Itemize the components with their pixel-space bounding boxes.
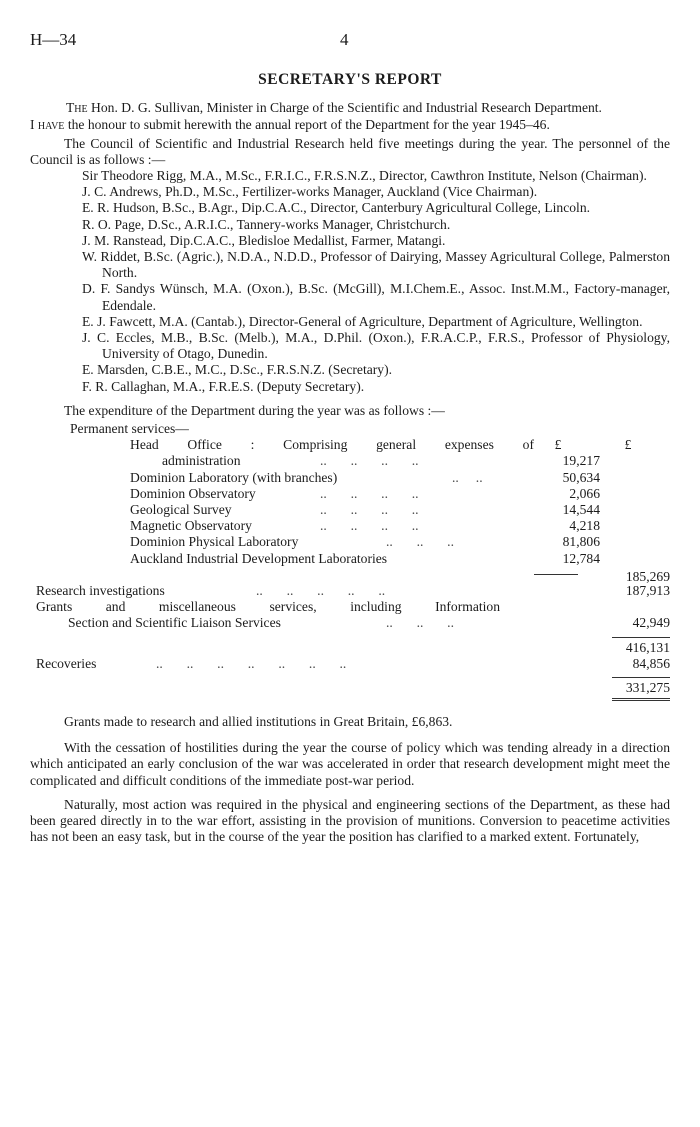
- head-office-value: 19,217: [562, 453, 600, 469]
- expenditure-table: [30, 421, 670, 704]
- expenditure-item-value: 81,806: [562, 534, 600, 550]
- permanent-services-row: [30, 421, 670, 437]
- leader-dots: .. .. .. ..: [320, 453, 419, 469]
- council-paragraph: The Council of Scientific and Industrial Research held five meetings during the year. The personnel of the Council is as follows :—: [30, 135, 670, 167]
- expenditure-item-label: Dominion Observatory: [130, 485, 256, 501]
- council-member: R. O. Page, D.Sc., A.R.I.C., Tannery-works Manager, Christchurch.: [82, 216, 451, 232]
- grants-label: Grants and miscellaneous services, including Information: [36, 599, 500, 615]
- leader-dots: .. .. .. ..: [320, 485, 419, 501]
- council-member: W. Riddet, B.Sc. (Agric.), N.D.A., N.D.D., Professor of Dairying, Massey Agricultural College, Palmerston North.: [82, 249, 670, 281]
- grants-label-continued: Section and Scientific Liaison Services: [68, 615, 281, 631]
- subtotal-rule: [534, 574, 578, 575]
- council-member: J. C. Andrews, Ph.D., M.Sc., Fertilizer-works Manager, Auckland (Vice Chairman).: [82, 184, 538, 200]
- expenditure-item-value: 2,066: [569, 485, 600, 501]
- research-label: Research investigations: [36, 582, 165, 598]
- expenditure-item-label: Geological Survey: [130, 502, 232, 517]
- document-page: [30, 28, 670, 845]
- head-office-continued-row: [30, 453, 670, 469]
- final-rule-row: [30, 696, 670, 704]
- net-rule-row: [30, 672, 670, 680]
- recoveries-row: [30, 656, 670, 672]
- permanent-services-label: Permanent services—: [70, 421, 189, 437]
- expenditure-item-value: 12,784: [562, 550, 600, 566]
- expenditure-item-row: [30, 551, 670, 567]
- page-number: 4: [340, 30, 349, 49]
- expenditure-intro: The expenditure of the Department during the year was as follows :—: [64, 402, 445, 418]
- expenditure-item-row: [30, 486, 670, 502]
- leader-dots: .. .. ..: [386, 534, 454, 550]
- address-text: Hon. D. G. Sullivan, Minister in Charge of the Scientific and Industrial Research Department.: [87, 100, 602, 116]
- permanent-services-total: 185,269: [625, 568, 670, 584]
- permanent-total-row: [30, 567, 670, 583]
- head-office-label-continued: administration: [162, 453, 241, 469]
- leader-dots: .. .. .. ..: [320, 518, 419, 534]
- expenditure-item-row: [30, 518, 670, 534]
- research-row: [30, 583, 670, 599]
- page-header: [30, 28, 670, 50]
- expenditure-item-label: Magnetic Observatory: [130, 518, 252, 534]
- address-line: [30, 100, 670, 116]
- leader-dots: .. .. .. .. ..: [256, 582, 386, 598]
- council-member: E. J. Fawcett, M.A. (Cantab.), Director-General of Agriculture, Department of Agriculture, Wellington.: [82, 313, 643, 329]
- head-office-row: [30, 437, 670, 453]
- grants-value: 42,949: [632, 615, 670, 631]
- expenditure-item-value: 14,544: [562, 502, 600, 517]
- report-title: SECRETARY'S REPORT: [258, 71, 442, 88]
- subtotal-rule: [612, 637, 670, 638]
- page-reference: H—34: [30, 30, 77, 49]
- intro-paragraph: [30, 117, 670, 133]
- expenditure-item-value: 4,218: [569, 518, 600, 534]
- research-value: 187,913: [625, 582, 670, 598]
- council-member: D. F. Sandys Wünsch, M.A. (Oxon.), B.Sc. (McGill), M.I.Chem.E., Assoc. Inst.M.M., Factory-manager, Edendale.: [82, 281, 670, 313]
- council-member: F. R. Callaghan, M.A., F.R.E.S. (Deputy Secretary).: [82, 378, 365, 394]
- expenditure-item-label: Dominion Laboratory (with branches): [130, 469, 338, 485]
- council-member: J. C. Eccles, M.B., B.Sc. (Melb.), M.A., D.Phil. (Oxon.), F.R.A.C.P., F.R.S., Professor of Physiology, University of Otago, Dunedin.: [82, 330, 670, 362]
- address-prefix: The: [66, 100, 88, 116]
- council-member: E. Marsden, C.B.E., M.C., D.Sc., F.R.S.N.Z. (Secretary).: [82, 362, 393, 378]
- currency-symbol-col1: £: [554, 437, 562, 453]
- grants-great-britain: Grants made to research and allied institutions in Great Britain, £6,863.: [64, 714, 453, 730]
- head-office-label: Head Office : Comprising general expenses of: [130, 437, 534, 453]
- expenditure-item-value: 50,634: [562, 469, 600, 485]
- leader-dots: .. ..: [452, 469, 483, 485]
- council-member: J. M. Ranstead, Dip.C.A.C., Bledisloe Medallist, Farmer, Matangi.: [82, 232, 446, 248]
- leader-dots: .. .. ..: [386, 615, 454, 631]
- leader-dots: .. .. .. ..: [320, 502, 419, 517]
- recoveries-value: 84,856: [632, 655, 670, 671]
- expenditure-item-row: [30, 470, 670, 486]
- subtotal-rule-row: [30, 632, 670, 640]
- recoveries-label: Recoveries: [36, 655, 97, 671]
- expenditure-item-row: [30, 534, 670, 550]
- expenditure-item-label: Dominion Physical Laboratory: [130, 534, 299, 550]
- net-total-row: [30, 680, 670, 696]
- subtotal-row: [30, 640, 670, 656]
- expenditure-item-row: [30, 502, 670, 518]
- subtotal-value: 416,131: [625, 639, 670, 655]
- council-member: E. R. Hudson, B.Sc., B.Agr., Dip.C.A.C., Director, Canterbury Agricultural College, Lincoln.: [82, 200, 591, 216]
- subtotal-rule: [612, 677, 670, 678]
- grants-continued-row: [30, 615, 670, 631]
- paragraph-naturally: Naturally, most action was required in the physical and engineering sections of the Department, as these had been geared directly in to the war effort, assisting in the provision of munitions. Conversion to peacetime activities has not been an easy task, but in the course of the year the position has clarified to a marked extent. Fortunately,: [30, 796, 670, 845]
- intro-text: the honour to submit herewith the annual report of the Department for the year 1945–46.: [64, 117, 550, 133]
- council-member-list: [30, 168, 670, 395]
- double-rule: [612, 698, 670, 701]
- paragraph-hostilities: With the cessation of hostilities during the year the course of policy which was tending already in a direction which anticipated an early conclusion of the war was accelerated in order that research development might meet the complicated and difficult conditions of the immediate post-war period.: [30, 740, 670, 788]
- net-total-value: 331,275: [625, 679, 670, 695]
- grants-row: [30, 599, 670, 615]
- expenditure-item-label: Auckland Industrial Development Laboratories: [130, 550, 388, 566]
- currency-symbol-col2: £: [624, 437, 632, 453]
- council-member: Sir Theodore Rigg, M.A., M.Sc., F.R.I.C., F.R.S.N.Z., Director, Cawthron Institute, Nelson (Chairman).: [82, 168, 647, 184]
- leader-dots: .. .. .. .. .. .. ..: [156, 655, 347, 671]
- intro-lead: I have: [30, 117, 65, 133]
